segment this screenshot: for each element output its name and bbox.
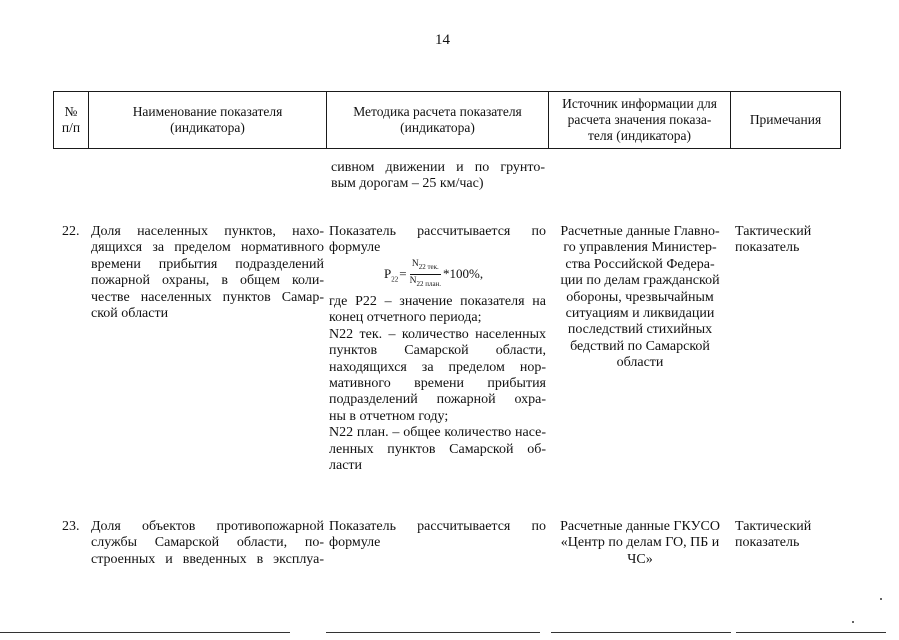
row-22-method-line: находящихся за пределом нор-: [329, 359, 546, 375]
row-23-name-line: строенных и введенных в эксплуа-: [91, 551, 324, 567]
row-22-method-line: N22 план. – общее количество насе-: [329, 425, 546, 441]
scan-speck: [880, 598, 882, 600]
row-22-source-line: последствий стихийных: [567, 322, 713, 338]
row-22-indicator-name: [91, 224, 324, 322]
row-23-indicator-name: [91, 519, 324, 568]
row-22-method-intro-line: Показатель рассчитывается по: [329, 224, 546, 239]
continuation-text: [331, 160, 545, 193]
formula-fraction: [410, 259, 441, 290]
row-22-method-line: конец отчетного периода;: [329, 310, 482, 326]
row-23-name-line: службы Самарской области, по-: [91, 535, 324, 551]
row-22-method-line: пунктов Самарской области,: [329, 343, 546, 359]
scan-edge-line: [0, 632, 290, 633]
row-22-notes: [735, 224, 845, 257]
row-23-source-line: ЧС»: [627, 551, 653, 567]
row-22-source-line: ства Российской Федера-: [565, 256, 715, 272]
row-22-method-intro: [329, 224, 546, 257]
row-22-method-line: подразделений пожарной охра-: [329, 392, 546, 408]
scan-speck: [852, 621, 854, 623]
header-notes-label: Примечания: [749, 112, 822, 127]
row-22-source: [550, 224, 730, 372]
row-22-method-line: ленных пунктов Самарской об-: [329, 441, 546, 457]
header-source-label: Источник информации для расчета значения показа- теля (индикатора): [562, 96, 717, 143]
row-22-method-line: ласти: [329, 458, 363, 474]
row-22-name-line: честве населенных пунктов Самар-: [91, 289, 324, 305]
row-22-source-line: области: [616, 355, 664, 371]
row-22-number: 22.: [62, 224, 80, 239]
row-23-name-line: Доля объектов противопожарной: [91, 519, 324, 534]
row-22-method-line: ны в отчетном году;: [329, 408, 449, 424]
table-header: [53, 91, 841, 149]
row-23-note-line: Тактический: [735, 519, 812, 534]
scan-edge-line: [736, 632, 886, 633]
row-22-name-line: пожарной охраны, в общем коли-: [91, 273, 324, 289]
row-22-method-line: мативного времени прибытия: [329, 376, 546, 392]
row-22-source-line: ситуациям и ликвидации: [565, 306, 715, 322]
row-22-source-line: бедствий по Самарской: [570, 338, 710, 354]
header-indicator-name-label: Наименование показателя (индикатора): [132, 104, 283, 135]
continuation-line: вым дорогам – 25 км/час): [331, 176, 484, 192]
formula-equals: =: [399, 266, 407, 282]
formula-rhs: *100%,: [443, 266, 484, 282]
formula-numerator: $N_{22 тек.}$: [410, 259, 441, 275]
scan-edge-line: [551, 632, 731, 633]
header-number-cell: [54, 92, 89, 149]
row-22-source-line: обороны, чрезвычайным: [566, 289, 714, 305]
row-22-method-line: N22 тек. – количество населенных: [329, 326, 546, 342]
header-method-cell: [327, 92, 549, 149]
row-23-source: [550, 519, 730, 568]
row-22-name-line: Доля населенных пунктов, нахо-: [91, 224, 324, 239]
header-indicator-name-cell: [89, 92, 327, 149]
row-22-formula: [384, 259, 483, 290]
header-source-cell: [549, 92, 731, 149]
page-number: 14: [435, 32, 450, 48]
row-22-note-line: Тактический: [735, 224, 812, 239]
row-23-source-line: «Центр по делам ГО, ПБ и: [560, 535, 720, 551]
row-23-note-line: показатель: [735, 535, 800, 551]
row-22-method-line: где P22 – значение показателя на: [329, 294, 546, 309]
continuation-line: сивном движении и по грунто-: [331, 160, 545, 175]
row-22-method-intro-line: формуле: [329, 240, 381, 256]
scan-edge-line: [326, 632, 540, 633]
row-22-note-line: показатель: [735, 240, 800, 256]
row-23-method-intro-line: формуле: [329, 535, 381, 551]
row-23-notes: [735, 519, 845, 552]
row-22-name-line: ской области: [91, 306, 169, 322]
header-number-label: № п/п: [61, 104, 81, 135]
row-23-method-intro-line: Показатель рассчитывается по: [329, 519, 546, 534]
row-23-method-intro: [329, 519, 546, 552]
header-notes-cell: [731, 92, 841, 149]
row-22-source-line: ции по делам гражданской: [560, 273, 720, 289]
header-method-label: Методика расчета показателя (индикатора): [353, 104, 522, 135]
formula-lhs: $P_{22}$: [384, 265, 399, 284]
row-23-number: 23.: [62, 519, 80, 534]
header-row: [54, 92, 841, 149]
row-23-source-line: Расчетные данные ГКУСО: [560, 519, 720, 534]
row-22-source-line: Расчетные данные Главно-: [560, 224, 720, 239]
formula-denominator: $N_{22 план.}$: [409, 275, 442, 288]
row-22-method-details: [329, 294, 546, 474]
row-22-name-line: дящихся за пределом нормативного: [91, 240, 324, 256]
row-22-source-line: го управления Министер-: [563, 240, 717, 256]
row-22-name-line: времени прибытия подразделений: [91, 256, 324, 272]
